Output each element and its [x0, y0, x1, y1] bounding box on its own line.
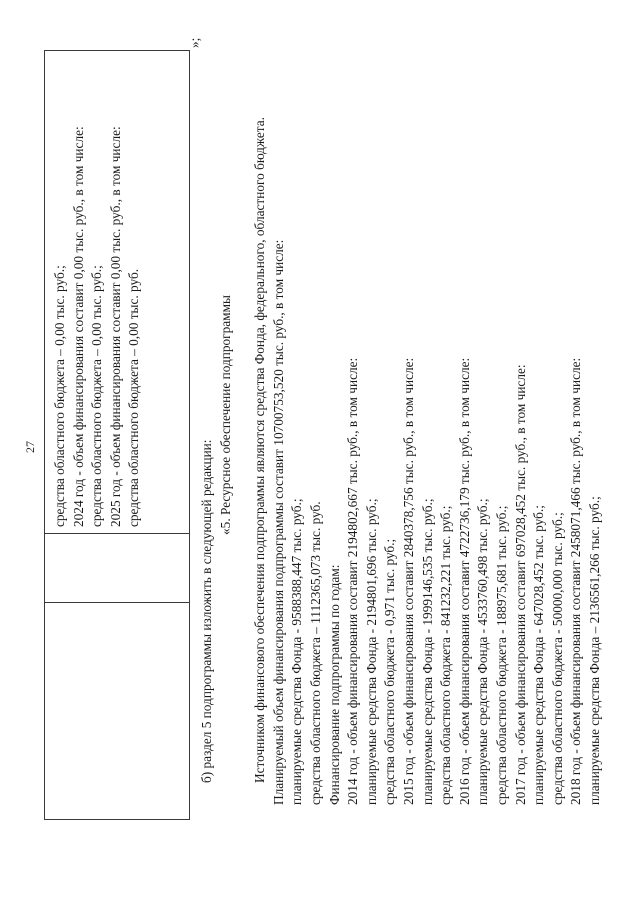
paragraph-source: Источником финансового обеспечения подпрограммы являются средства Фонда, федерального, областного бюджета.	[252, 117, 268, 783]
table-cell-empty-1	[45, 603, 190, 820]
table-line: 2025 год - объем финансирования составит 0,00 тыс. руб., в том числе:	[107, 126, 123, 527]
funding-line: Финансирование подпрограммы по годам:	[326, 564, 342, 805]
spacer	[235, 25, 251, 805]
table-cell-funding	[45, 51, 190, 534]
funding-line: планируемые средства Фонда – 2136561,266 тыс. руб.;	[586, 496, 602, 805]
funding-table-continuation	[44, 50, 190, 820]
funding-line: 2017 год - объем финансирования составит 697028,452 тыс. руб., в том числе:	[512, 364, 528, 805]
funding-line: средства областного бюджета - 188975,681 тыс. руб.;	[493, 505, 509, 805]
funding-line: планируемые средства Фонда - 4533760,498 тыс. руб.;	[475, 498, 491, 805]
funding-line: 2016 год - объем финансирования составит 4722736,179 тыс. руб., в том числе:	[456, 357, 472, 805]
funding-line: 2014 год - объем финансирования составит 2194802,667 тыс. руб., в том числе:	[345, 357, 361, 805]
table-cell-empty-2	[45, 534, 190, 603]
funding-line: планируемые средства Фонда - 9588388,447 тыс. руб.;	[289, 498, 305, 805]
table-line: средства областного бюджета – 0,00 тыс. руб.	[126, 268, 142, 527]
funding-line: планируемые средства Фонда - 1999146,535 тыс. руб.;	[419, 498, 435, 805]
table-line: средства областного бюджета – 0,00 тыс. руб.;	[52, 265, 67, 527]
table-line: средства областного бюджета – 0,00 тыс. руб.;	[89, 265, 105, 527]
funding-line: планируемые средства Фонда - 647028,452 тыс. руб.;	[531, 505, 547, 805]
funding-line: средства областного бюджета - 50000,000 тыс. руб.;	[549, 512, 565, 805]
table-line: 2024 год - объем финансирования составит 0,00 тыс. руб., в том числе:	[70, 126, 86, 527]
funding-line: средства областного бюджета – 1112365,073 тыс. руб.	[307, 501, 323, 805]
funding-line: 2015 год - объем финансирования составит 2840378,756 тыс. руб., в том числе:	[400, 357, 416, 805]
section-title: «5. Ресурсное обеспечение подпрограммы	[217, 295, 233, 535]
page-number: 27	[23, 441, 37, 453]
document-body	[198, 25, 604, 805]
funding-line: средства областного бюджета - 0,971 тыс. руб.;	[382, 538, 398, 805]
amendment-line: б) раздел 5 подпрограммы изложить в следующей редакции:	[199, 439, 214, 783]
funding-line: планируемые средства Фонда - 2194801,696 тыс. руб.;	[363, 498, 379, 805]
funding-line: Планируемый объем финансирования подпрограммы составит 10700753,520 тыс. руб., в том числе:	[270, 239, 286, 805]
closing-quote: »;	[187, 37, 202, 48]
funding-line: 2018 год - объем финансирования составит 2458071,466 тыс. руб., в том числе:	[568, 357, 584, 805]
funding-line: средства областного бюджета - 841232,221 тыс. руб.;	[438, 505, 454, 805]
